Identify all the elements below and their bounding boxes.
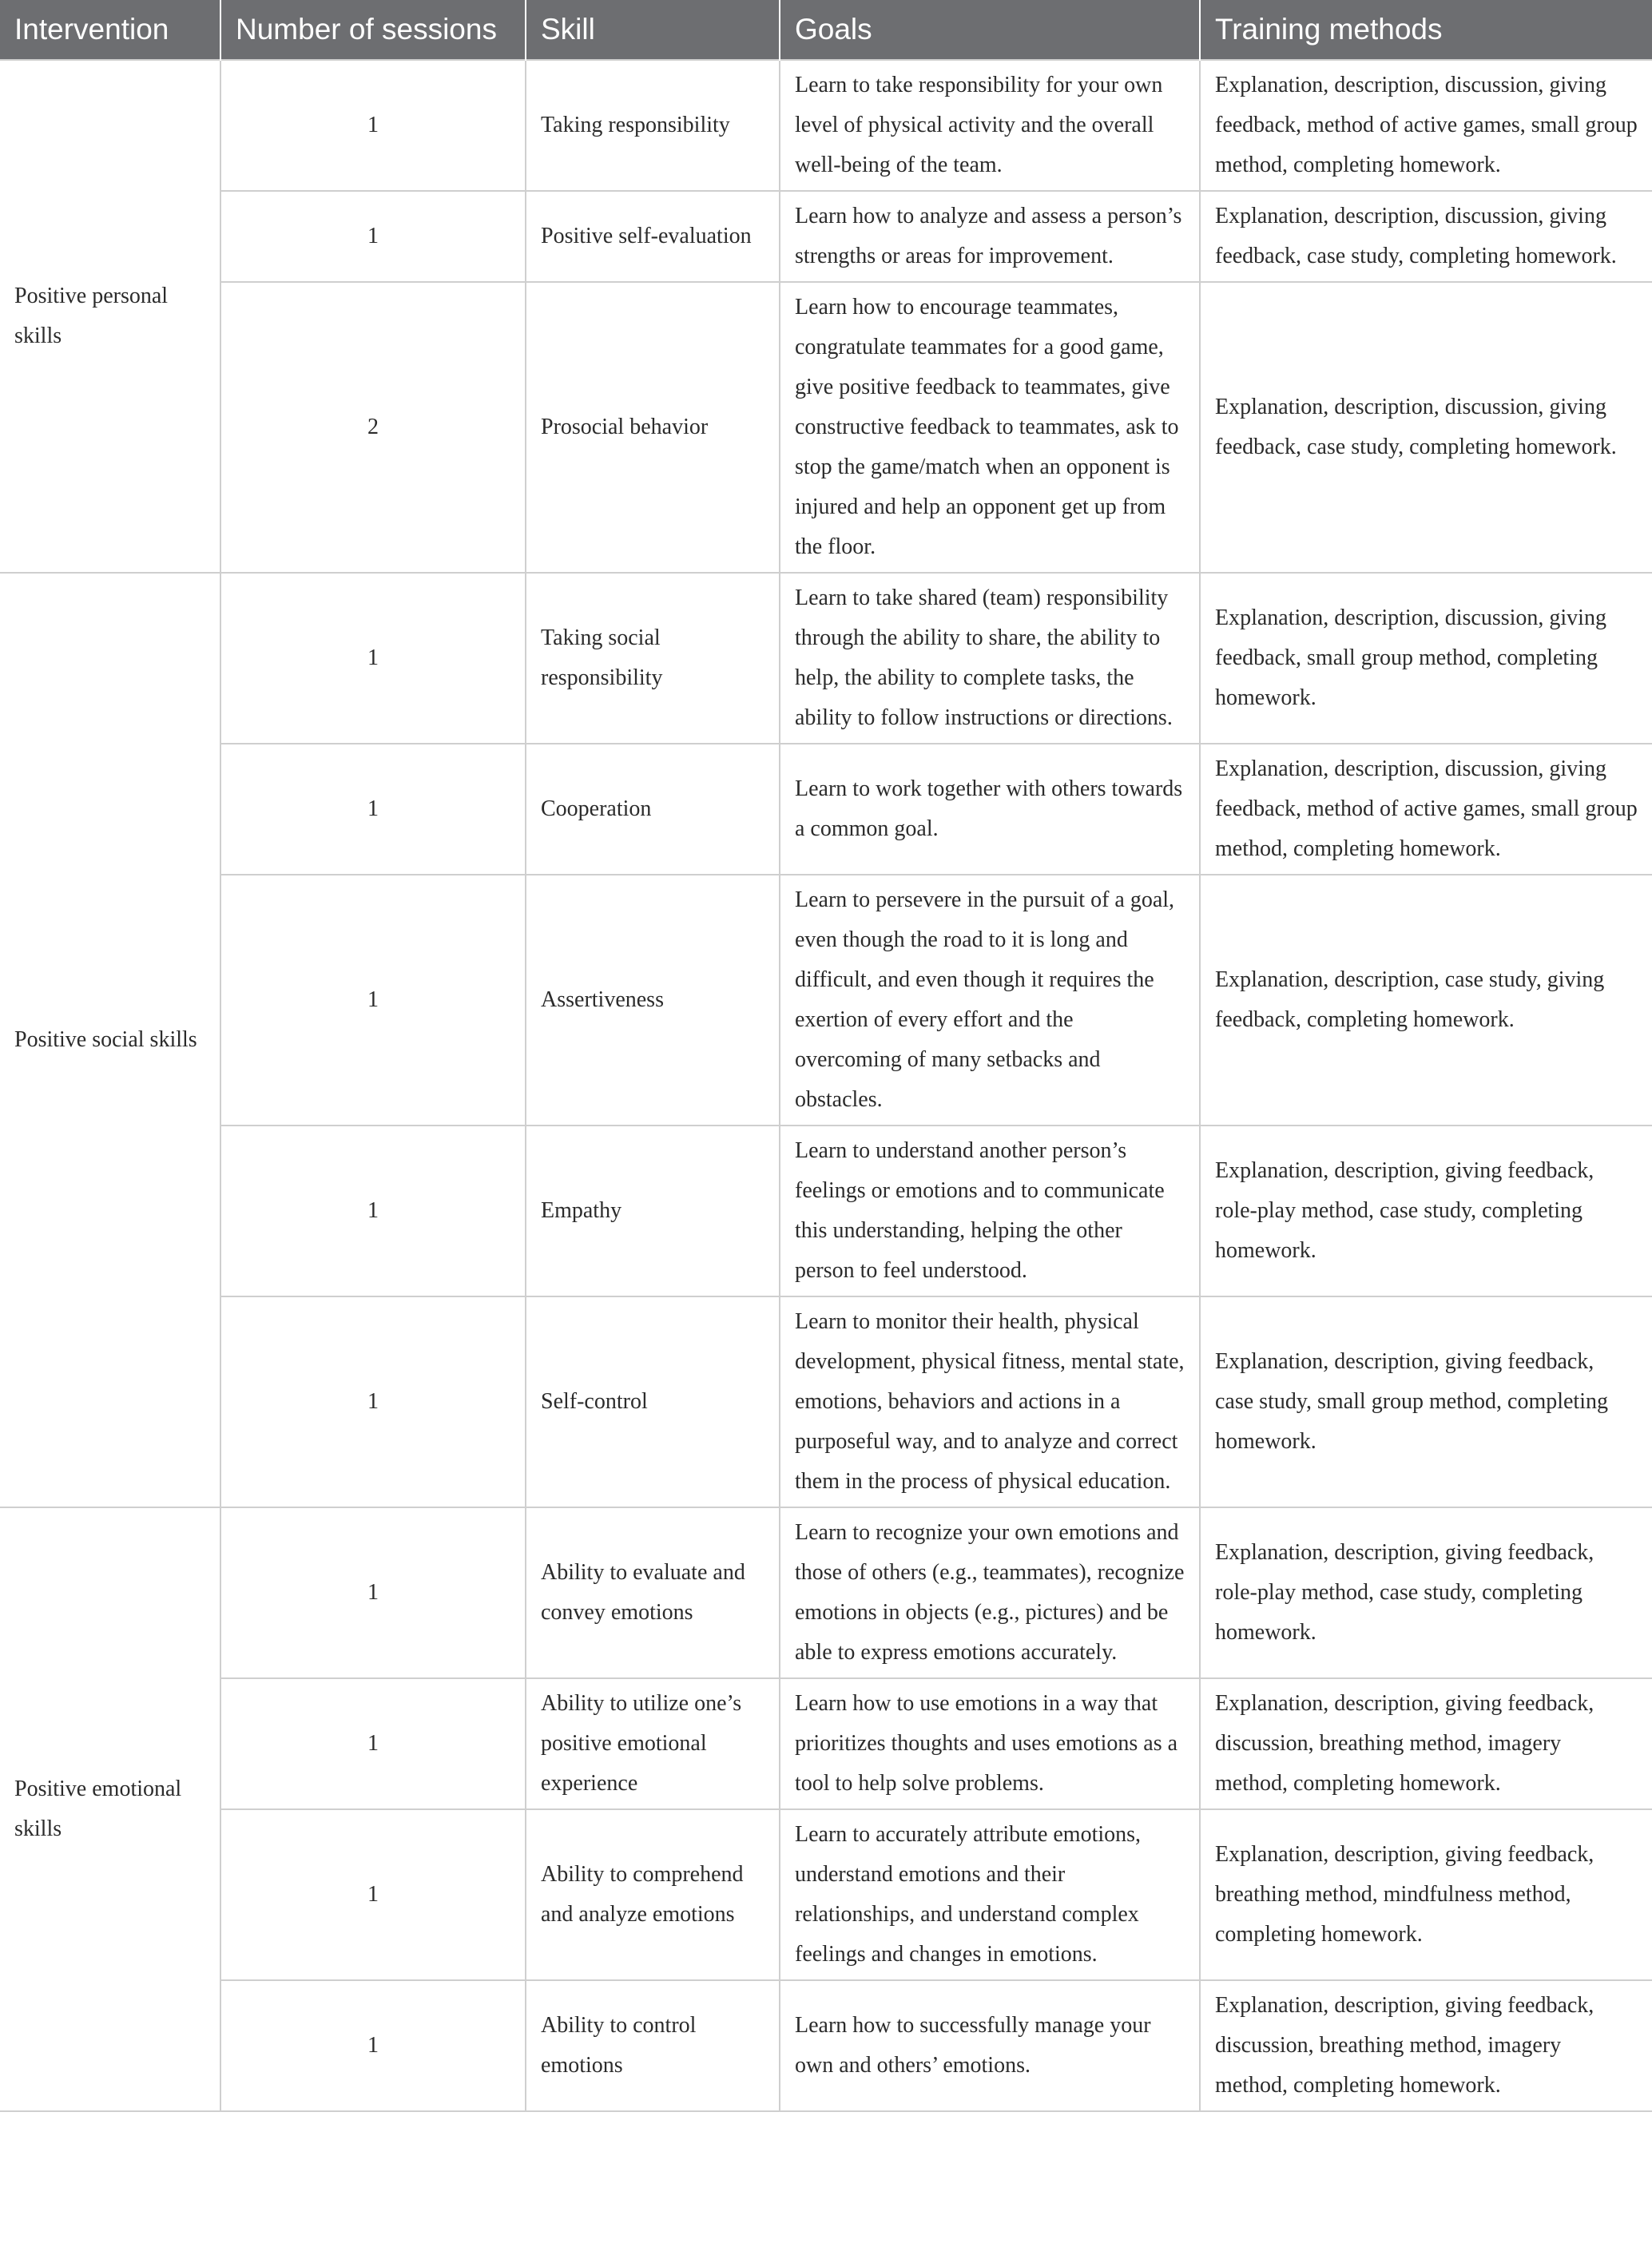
header-intervention: Intervention — [0, 0, 220, 60]
header-methods: Training methods — [1200, 0, 1652, 60]
table-row — [0, 60, 1652, 191]
skill-cell: Assertiveness — [526, 875, 780, 1126]
methods-cell: Explanation, description, giving feedback, discussion, breathing method, imagery method, completing homework. — [1200, 1980, 1652, 2111]
header-sessions: Number of sessions — [220, 0, 526, 60]
skill-cell: Ability to evaluate and convey emotions — [526, 1507, 780, 1678]
table-row — [0, 1126, 1652, 1296]
table-row — [0, 1296, 1652, 1507]
table-row — [0, 875, 1652, 1126]
table-row — [0, 1678, 1652, 1809]
intervention-cell: Positive social skills — [0, 573, 220, 1507]
methods-cell: Explanation, description, discussion, giving feedback, case study, completing homework. — [1200, 282, 1652, 573]
goals-cell: Learn how to use emotions in a way that prioritizes thoughts and uses emotions as a tool to help solve problems. — [780, 1678, 1200, 1809]
table-header-row — [0, 0, 1652, 60]
goals-cell: Learn to monitor their health, physical development, physical fitness, mental state, emotions, behaviors and actions in a purposeful way, and to analyze and correct them in the process of physical education. — [780, 1296, 1200, 1507]
methods-cell: Explanation, description, giving feedback, role-play method, case study, completing homework. — [1200, 1126, 1652, 1296]
sessions-cell: 1 — [220, 1507, 526, 1678]
sessions-cell: 1 — [220, 875, 526, 1126]
table-row — [0, 1809, 1652, 1980]
goals-cell: Learn to persevere in the pursuit of a goal, even though the road to it is long and difficult, and even though it requires the exertion of every effort and the overcoming of many setbacks and obstacles. — [780, 875, 1200, 1126]
intervention-cell: Positive personal skills — [0, 60, 220, 573]
sessions-cell: 1 — [220, 1678, 526, 1809]
sessions-cell: 1 — [220, 573, 526, 744]
sessions-cell: 1 — [220, 744, 526, 875]
skill-cell: Ability to control emotions — [526, 1980, 780, 2111]
methods-cell: Explanation, description, giving feedback, case study, small group method, completing homework. — [1200, 1296, 1652, 1507]
skill-cell: Self-control — [526, 1296, 780, 1507]
goals-cell: Learn to take shared (team) responsibility through the ability to share, the ability to help, the ability to complete tasks, the ability to follow instructions or directions. — [780, 573, 1200, 744]
skill-cell: Cooperation — [526, 744, 780, 875]
methods-cell: Explanation, description, discussion, giving feedback, method of active games, small group method, completing homework. — [1200, 60, 1652, 191]
sessions-cell: 1 — [220, 1980, 526, 2111]
goals-cell: Learn to work together with others towards a common goal. — [780, 744, 1200, 875]
methods-cell: Explanation, description, discussion, giving feedback, small group method, completing homework. — [1200, 573, 1652, 744]
sessions-cell: 1 — [220, 191, 526, 282]
table-row — [0, 1980, 1652, 2111]
methods-cell: Explanation, description, case study, giving feedback, completing homework. — [1200, 875, 1652, 1126]
table-row — [0, 191, 1652, 282]
table-row — [0, 1507, 1652, 1678]
skill-cell: Ability to comprehend and analyze emotions — [526, 1809, 780, 1980]
sessions-cell: 1 — [220, 1126, 526, 1296]
skill-cell: Prosocial behavior — [526, 282, 780, 573]
methods-cell: Explanation, description, giving feedback, breathing method, mindfulness method, completing homework. — [1200, 1809, 1652, 1980]
skill-cell: Ability to utilize one’s positive emotional experience — [526, 1678, 780, 1809]
skill-cell: Positive self-evaluation — [526, 191, 780, 282]
header-goals: Goals — [780, 0, 1200, 60]
sessions-cell: 1 — [220, 1296, 526, 1507]
skill-cell: Taking responsibility — [526, 60, 780, 191]
methods-cell: Explanation, description, discussion, giving feedback, case study, completing homework. — [1200, 191, 1652, 282]
methods-cell: Explanation, description, giving feedback, role-play method, case study, completing homework. — [1200, 1507, 1652, 1678]
sessions-cell: 1 — [220, 60, 526, 191]
goals-cell: Learn to understand another person’s feelings or emotions and to communicate this understanding, helping the other person to feel understood. — [780, 1126, 1200, 1296]
goals-cell: Learn to take responsibility for your own level of physical activity and the overall well-being of the team. — [780, 60, 1200, 191]
methods-cell: Explanation, description, giving feedback, discussion, breathing method, imagery method, completing homework. — [1200, 1678, 1652, 1809]
skill-cell: Taking social responsibility — [526, 573, 780, 744]
goals-cell: Learn how to analyze and assess a person’s strengths or areas for improvement. — [780, 191, 1200, 282]
goals-cell: Learn how to encourage teammates, congratulate teammates for a good game, give positive feedback to teammates, give constructive feedback to teammates, ask to stop the game/match when an opponent is injured and help an opponent get up from the floor. — [780, 282, 1200, 573]
table-row — [0, 282, 1652, 573]
table-row — [0, 573, 1652, 744]
header-skill: Skill — [526, 0, 780, 60]
goals-cell: Learn how to successfully manage your own and others’ emotions. — [780, 1980, 1200, 2111]
table-row — [0, 744, 1652, 875]
sessions-cell: 2 — [220, 282, 526, 573]
skill-cell: Empathy — [526, 1126, 780, 1296]
goals-cell: Learn to accurately attribute emotions, understand emotions and their relationships, and understand complex feelings and changes in emotions. — [780, 1809, 1200, 1980]
methods-cell: Explanation, description, discussion, giving feedback, method of active games, small group method, completing homework. — [1200, 744, 1652, 875]
intervention-cell: Positive emotional skills — [0, 1507, 220, 2111]
goals-cell: Learn to recognize your own emotions and those of others (e.g., teammates), recognize emotions in objects (e.g., pictures) and be able to express emotions accurately. — [780, 1507, 1200, 1678]
sessions-cell: 1 — [220, 1809, 526, 1980]
